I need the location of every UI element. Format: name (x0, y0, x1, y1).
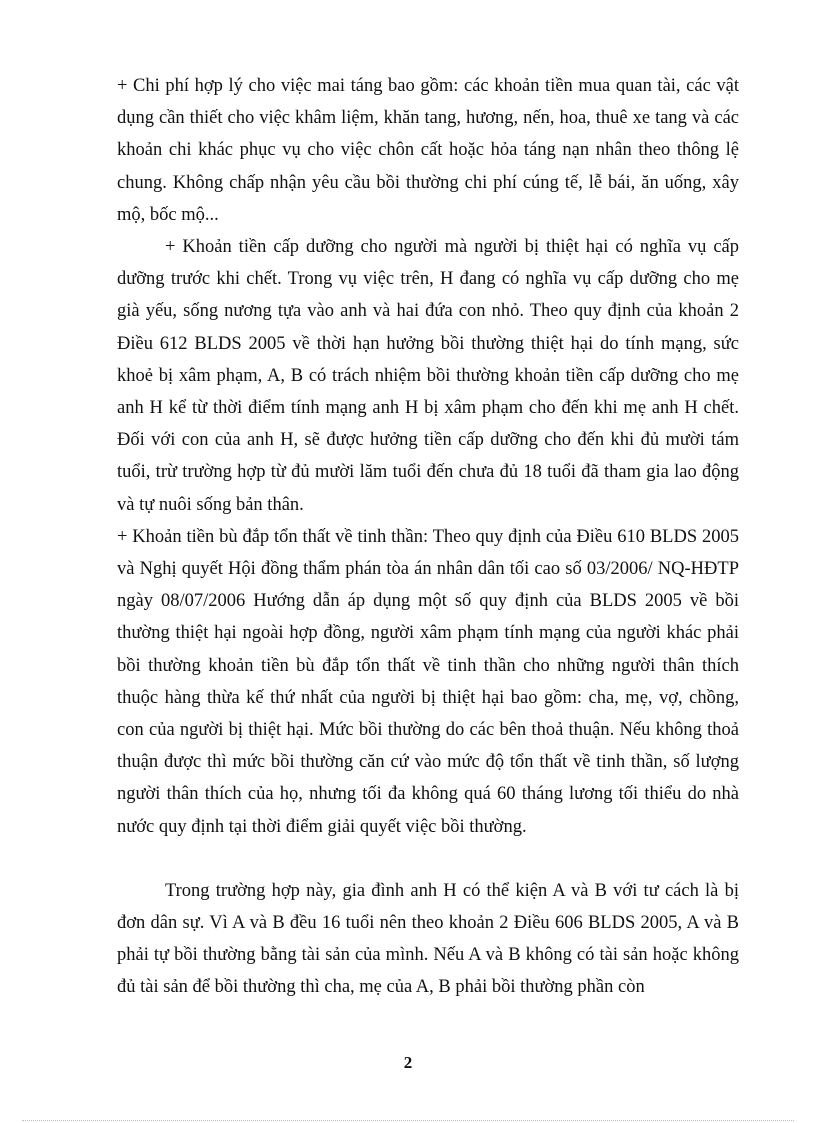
page-bottom-divider (22, 1120, 794, 1121)
page-number: 2 (403, 1053, 413, 1072)
paragraph-defendant-liability: Trong trường hợp này, gia đình anh H có thể kiện A và B với tư cách là bị đơn dân sự. Vì A và B đều 16 tuổi nên theo khoản 2 Điều 606 BLDS 2005, A và B phải tự bồi thường bằng tài sản của mình. Nếu A và B không có tài sản hoặc không đủ tài sản để bồi thường thì cha, mẹ của A, B phải bồi thường phần còn (117, 880, 739, 998)
paragraph-funeral-costs: + Chi phí hợp lý cho việc mai táng bao gồm: các khoản tiền mua quan tài, các vật dụng cần thiết cho việc khâm liệm, khăn tang, hương, nến, hoa, thuê xe tang và các khoản chi khác phục vụ cho việc chôn cất hoặc hỏa táng nạn nhân theo thông lệ chung. Không chấp nhận yêu cầu bồi thường chi phí cúng tế, lễ bái, ăn uống, xây mộ, bốc mộ... (117, 76, 739, 225)
paragraph-support-payment: + Khoản tiền cấp dưỡng cho người mà người bị thiệt hại có nghĩa vụ cấp dưỡng trước khi chết. Trong vụ việc trên, H đang có nghĩa vụ cấp dưỡng cho mẹ già yếu, sống nương tựa vào anh và hai đứa con nhỏ. Theo quy định của khoản 2 Điều 612 BLDS 2005 về thời hạn hưởng bồi thường thiệt hại do tính mạng, sức khoẻ bị xâm phạm, A, B có trách nhiệm bồi thường khoản tiền cấp dưỡng cho mẹ anh H kể từ thời điểm tính mạng anh H bị xâm phạm cho đến khi mẹ anh H chết. Đối với con của anh H, sẽ được hưởng tiền cấp dưỡng cho đến khi đủ mười tám tuổi, trừ trường hợp từ đủ mười lăm tuổi đến chưa đủ 18 tuổi đã tham gia lao động và tự nuôi sống bản thân. (117, 237, 739, 515)
paragraph-mental-damage: + Khoản tiền bù đắp tổn thất về tinh thần: Theo quy định của Điều 610 BLDS 2005 và Nghị quyết Hội đồng thẩm phán tòa án nhân dân tối cao số 03/2006/ NQ-HĐTP ngày 08/07/2006 Hướng dẫn áp dụng một số quy định của BLDS 2005 về bồi thường thiệt hại ngoài hợp đồng, người xâm phạm tính mạng của người khác phải bồi thường khoản tiền bù đắp tổn thất về tinh thần cho những người thân thích thuộc hàng thừa kế thứ nhất của người bị thiệt hại bao gồm: cha, mẹ, vợ, chồng, con của người bị thiệt hại. Mức bồi thường do các bên thoả thuận. Nếu không thoả thuận được thì mức bồi thường căn cứ vào mức độ tổn thất về tinh thần, số lượng người thân thích của họ, nhưng tối đa không quá 60 tháng lương tối thiểu do nhà nước quy định tại thời điểm giải quyết việc bồi thường. (117, 526, 739, 837)
body-text (117, 70, 739, 1004)
